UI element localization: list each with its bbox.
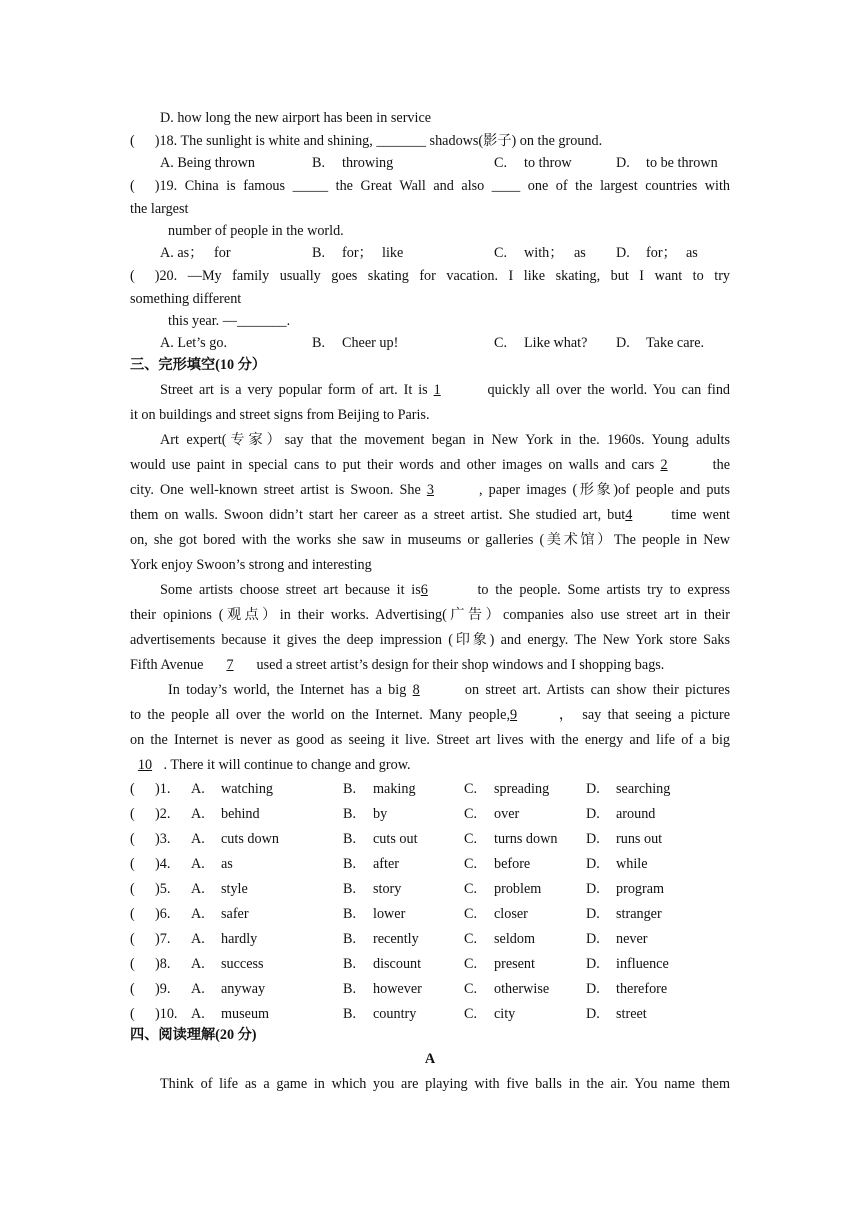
- text: . There it will continue to change and grow.: [160, 757, 411, 773]
- option-a-text: behind: [221, 806, 260, 822]
- question-stem: The sunlight is white and shining, _______ shadows(影子) on the ground.: [180, 133, 603, 149]
- question-number: )5.: [155, 881, 171, 897]
- option-b-letter: B.: [312, 155, 326, 171]
- option-b-letter: B.: [343, 931, 357, 947]
- option-d-text: Take care.: [646, 335, 705, 351]
- option-c-letter: C.: [464, 906, 478, 922]
- option-b-text: discount: [373, 956, 422, 972]
- passage-line: advertisements because it gives the deep impression (印象) and energy. The New York store Saks: [130, 632, 730, 648]
- option-d-letter: D.: [586, 781, 600, 797]
- option-b-text: however: [373, 981, 422, 997]
- text: them on walls. Swoon didn’t start her career as a street artist. She studied art, but: [130, 507, 626, 523]
- section-heading: 四、阅读理解(20 分): [130, 1027, 257, 1043]
- question-20-line3: this year. —_______.: [168, 313, 291, 329]
- option-a-text: as: [221, 856, 233, 872]
- option-b-text: Cheer up!: [342, 335, 399, 351]
- option-a-letter: A. as；: [160, 245, 204, 261]
- option-c-letter: C.: [494, 245, 508, 261]
- passage-line: [160, 580, 730, 600]
- option-b-letter: B.: [343, 981, 357, 997]
- option-c-letter: C.: [494, 155, 508, 171]
- option-d-letter: D.: [586, 931, 600, 947]
- text: Some artists choose street art because it is: [160, 582, 421, 598]
- answer-paren: (: [130, 806, 135, 822]
- option-a-text: museum: [221, 1006, 270, 1022]
- text: would use paint in special cans to put their words and other images on walls and cars: [130, 457, 661, 473]
- option-c-text: city: [494, 1006, 516, 1022]
- option-d-text: influence: [616, 956, 669, 972]
- option-a-letter: A.: [191, 906, 205, 922]
- option-c-letter: C.: [464, 856, 478, 872]
- passage-line: [130, 505, 730, 525]
- blank-4: 4: [625, 507, 633, 523]
- option-d-letter: D.: [586, 856, 600, 872]
- option-b-letter: B.: [343, 856, 357, 872]
- text: time went: [671, 507, 730, 523]
- blank-6: 6: [420, 582, 428, 598]
- option-b-text1: for；: [342, 245, 373, 261]
- option-b-text2: like: [382, 245, 404, 261]
- option-c-text: present: [494, 956, 535, 972]
- option-a-letter: A.: [191, 806, 205, 822]
- option-d-text: stranger: [616, 906, 662, 922]
- option-c-text1: with；: [524, 245, 564, 261]
- answer-paren: (: [130, 856, 135, 872]
- passage-line: [130, 705, 730, 725]
- option-b-letter: B.: [312, 245, 326, 261]
- option-a-letter: A.: [191, 781, 205, 797]
- passage-line: it on buildings and street signs from Beijing to Paris.: [130, 407, 430, 423]
- option-d-letter: D.: [586, 906, 600, 922]
- option-b-text: cuts out: [373, 831, 418, 847]
- option-b-text: after: [373, 856, 399, 872]
- text: city. One well-known street artist is Swoon. She: [130, 482, 427, 498]
- option-c-letter: C.: [464, 831, 478, 847]
- question-number: )4.: [155, 856, 171, 872]
- answer-paren: (: [130, 981, 135, 997]
- option-a: A. Being thrown: [160, 155, 255, 171]
- option-d-text1: for；: [646, 245, 677, 261]
- question-19-line2: the largest: [130, 201, 189, 217]
- option-c-letter: C.: [464, 881, 478, 897]
- question-number: )9.: [155, 981, 171, 997]
- option-c-text2: as: [574, 245, 586, 261]
- answer-paren: (: [130, 781, 135, 797]
- passage-line: York enjoy Swoon’s strong and interesting: [130, 557, 372, 573]
- answer-paren: (: [130, 931, 135, 947]
- option-a-letter: A.: [191, 956, 205, 972]
- option-c-letter: C.: [464, 931, 478, 947]
- option-b-letter: B.: [343, 781, 357, 797]
- option-b-letter: B.: [312, 335, 326, 351]
- question-number: )20.: [154, 268, 178, 284]
- option-b-text: making: [373, 781, 416, 797]
- passage-line: [160, 380, 730, 400]
- passage-line: [168, 680, 730, 700]
- option-d-letter: D.: [586, 956, 600, 972]
- option-a-letter: A.: [191, 931, 205, 947]
- option-d-text: searching: [616, 781, 671, 797]
- option-d-text: to be thrown: [646, 155, 718, 171]
- option-c-letter: C.: [494, 335, 508, 351]
- option-b-letter: B.: [343, 831, 357, 847]
- option-d-letter: D.: [586, 806, 600, 822]
- option-b-letter: B.: [343, 906, 357, 922]
- option-b-letter: B.: [343, 956, 357, 972]
- option-a-text: for: [214, 245, 231, 261]
- question-number: )2.: [155, 806, 171, 822]
- option-c-letter: C.: [464, 806, 478, 822]
- option-c-letter: C.: [464, 1006, 478, 1022]
- blank-3: 3: [426, 482, 434, 498]
- option-d-text: around: [616, 806, 656, 822]
- option-b-text: by: [373, 806, 388, 822]
- option-a-letter: A.: [191, 1006, 205, 1022]
- option-b-text: country: [373, 1006, 417, 1022]
- question-number: )1.: [155, 781, 171, 797]
- option-d-letter: D.: [586, 981, 600, 997]
- blank-8: 8: [412, 682, 420, 698]
- question-number: )8.: [155, 956, 171, 972]
- passage-line: Art expert(专家）say that the movement began in New York in the. 1960s. Young adults: [160, 432, 730, 448]
- question-number: )19.: [154, 178, 178, 194]
- text: quickly all over the world. You can find: [481, 382, 731, 398]
- option-a-letter: A.: [191, 881, 205, 897]
- option-d-text: while: [616, 856, 648, 872]
- option-d-letter: D.: [586, 881, 600, 897]
- option-c-text: closer: [494, 906, 528, 922]
- text: on street art. Artists can show their pictures: [458, 682, 731, 698]
- answer-paren: (: [130, 1006, 135, 1022]
- option-a-text: hardly: [221, 931, 258, 947]
- passage-line: [130, 480, 730, 500]
- question-number: )18.: [154, 133, 178, 149]
- answer-paren: (: [130, 831, 135, 847]
- option-d-letter: D.: [586, 1006, 600, 1022]
- question-19-line3: number of people in the world.: [168, 223, 344, 239]
- option-c-text: otherwise: [494, 981, 550, 997]
- option-a-text: success: [221, 956, 264, 972]
- option-b-text: lower: [373, 906, 406, 922]
- option-d-letter: D.: [616, 335, 630, 351]
- option-c-text: over: [494, 806, 520, 822]
- option-b-text: throwing: [342, 155, 394, 171]
- option-c-letter: C.: [464, 956, 478, 972]
- option-b-letter: B.: [343, 1006, 357, 1022]
- question-stem: China is famous _____ the Great Wall and also ____ one of the largest countries with: [184, 178, 731, 194]
- answer-paren: (: [130, 178, 135, 194]
- text: Fifth Avenue: [130, 657, 207, 673]
- answer-paren: (: [130, 268, 135, 284]
- option-d-text: runs out: [616, 831, 663, 847]
- option-c-text: to throw: [524, 155, 572, 171]
- option-b-text: story: [373, 881, 402, 897]
- option-d-letter: D.: [586, 831, 600, 847]
- blank-2: 2: [660, 457, 668, 473]
- answer-paren: (: [130, 881, 135, 897]
- option-c-text: before: [494, 856, 531, 872]
- q17-option-d: D. how long the new airport has been in service: [160, 110, 432, 126]
- text: ， say that seeing a picture: [556, 707, 730, 723]
- passage-line: Think of life as a game in which you are playing with five balls in the air. You name them: [160, 1076, 730, 1092]
- option-c-text: spreading: [494, 781, 550, 797]
- option-d-letter: D.: [616, 245, 630, 261]
- passage-line: [130, 455, 730, 475]
- option-d-text: street: [616, 1006, 647, 1022]
- text: to the people all over the world on the Internet. Many people,: [130, 707, 511, 723]
- blank-10: 10: [137, 757, 153, 773]
- question-number: )10.: [155, 1006, 178, 1022]
- question-number: )3.: [155, 831, 171, 847]
- blank-1: 1: [433, 382, 441, 398]
- text: In today’s world, the Internet has a big: [168, 682, 413, 698]
- option-a-text: cuts down: [221, 831, 279, 847]
- option-a-letter: A.: [191, 856, 205, 872]
- question-18: [130, 131, 730, 151]
- blank-9: 9: [510, 707, 518, 723]
- question-19: [130, 176, 730, 196]
- option-c-text: Like what?: [524, 335, 588, 351]
- question-20-line2: something different: [130, 291, 242, 307]
- passage-label: A: [424, 1051, 436, 1067]
- question-stem: —My family usually goes skating for vacation. I like skating, but I want to try: [187, 268, 731, 284]
- passage-line: [130, 655, 730, 675]
- option-c-text: turns down: [494, 831, 558, 847]
- text: , paper images (形象)of people and puts: [472, 482, 730, 498]
- option-c-text: problem: [494, 881, 542, 897]
- option-b-letter: B.: [343, 881, 357, 897]
- text: Street art is a very popular form of art. It is: [160, 382, 434, 398]
- option-a-text: safer: [221, 906, 249, 922]
- option-d-text: program: [616, 881, 665, 897]
- option-d-text2: as: [686, 245, 698, 261]
- section-heading: 三、完形填空(10 分）: [130, 357, 266, 373]
- answer-paren: (: [130, 956, 135, 972]
- option-b-text: recently: [373, 931, 419, 947]
- passage-line: their opinions (观点）in their works. Advertising(广告）companies also use street art in their: [130, 607, 730, 623]
- option-c-letter: C.: [464, 981, 478, 997]
- text: the: [706, 457, 730, 473]
- option-a-text: anyway: [221, 981, 266, 997]
- option-c-letter: C.: [464, 781, 478, 797]
- option-a-text: watching: [221, 781, 274, 797]
- passage-line: on, she got bored with the works she saw in museums or galleries (美术馆）The people in New: [130, 532, 730, 548]
- option-a-letter: A.: [191, 981, 205, 997]
- passage-line: [130, 755, 730, 775]
- option-a-letter: A.: [191, 831, 205, 847]
- option-d-letter: D.: [616, 155, 630, 171]
- answer-paren: (: [130, 133, 135, 149]
- passage-line: on the Internet is never as good as seeing it live. Street art lives with the energy and life of a big: [130, 732, 730, 748]
- option-b-letter: B.: [343, 806, 357, 822]
- question-number: )6.: [155, 906, 171, 922]
- option-c-text: seldom: [494, 931, 535, 947]
- option-a: A. Let’s go.: [160, 335, 227, 351]
- text: to the people. Some artists try to express: [470, 582, 730, 598]
- option-d-text: never: [616, 931, 648, 947]
- answer-paren: (: [130, 906, 135, 922]
- blank-7: 7: [226, 657, 234, 673]
- question-number: )7.: [155, 931, 171, 947]
- question-20: [130, 266, 730, 286]
- text: used a street artist’s design for their shop windows and I shopping bags.: [252, 657, 665, 673]
- option-a-text: style: [221, 881, 248, 897]
- option-d-text: therefore: [616, 981, 668, 997]
